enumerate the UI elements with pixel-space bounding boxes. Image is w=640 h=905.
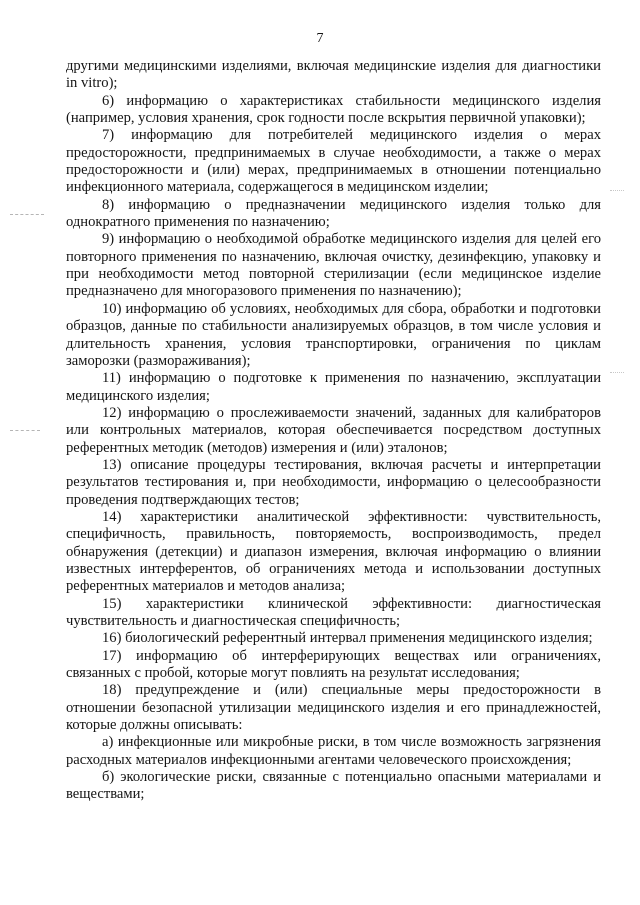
list-item-13: 13) описание процедуры тестирования, включая расчеты и интерпретации результатов тестирования и, при необходимости, информацию о целесообразности проведения подтверждающих тестов; xyxy=(66,456,601,508)
document-body xyxy=(66,58,601,804)
paragraph-continuation: другими медицинскими изделиями, включая медицинские изделия для диагностики in vitro); xyxy=(66,58,601,92)
list-item-6: 6) информацию о характеристиках стабильности медицинского изделия (например, условия хранения, срок годности после вскрытия первичной упаковки); xyxy=(66,92,601,127)
list-item-8: 8) информацию о предназначении медицинского изделия только для однократного применения по назначению; xyxy=(66,196,601,231)
list-item-14: 14) характеристики аналитической эффективности: чувствительность, специфичность, правильность, повторяемость, воспроизводимость, предел обнаружения (детекции) и диапазон измерения, включая информацию о влиянии известных интерферентов, об ограничениях метода и использовании доступных референтных материалов и методов анализа; xyxy=(66,508,601,595)
list-item-12: 12) информацию о прослеживаемости значений, заданных для калибраторов или контрольных материалов, которая обеспечивается посредством доступных референтных методик (методов) измерения и (или) эталонов; xyxy=(66,404,601,456)
list-item-16: 16) биологический референтный интервал применения медицинского изделия; xyxy=(102,630,593,647)
page-number: 7 xyxy=(316,31,324,46)
list-item-10: 10) информацию об условиях, необходимых для сбора, обработки и подготовки образцов, данные по стабильности анализируемых образцов, в том числе условия и длительность хранения, условия транспортировки, ограничения по циклам заморозки (размораживания); xyxy=(66,300,601,369)
margin-scan-mark xyxy=(10,430,40,431)
list-item-9: 9) информацию о необходимой обработке медицинского изделия для целей его повторного применения по назначению, включая очистку, дезинфекцию, упаковку и при необходимости метод повторной стерилизации (если медицинское изделие предназначено для многоразового применения по назначению); xyxy=(66,231,601,300)
sub-item-a: а) инфекционные или микробные риски, в том числе возможность загрязнения расходных материалов инфекционными агентами человеческого происхождения; xyxy=(66,734,601,768)
margin-scan-mark xyxy=(10,214,44,215)
list-item-18: 18) предупреждение и (или) специальные меры предосторожности в отношении безопасной утилизации медицинского изделия и его принадлежностей, которые должны описывать: xyxy=(66,682,601,734)
list-item-15: 15) характеристики клинической эффективности: диагностическая чувствительность и диагностическая специфичность; xyxy=(66,595,601,629)
sub-item-b: б) экологические риски, связанные с потенциально опасными материалами и веществами; xyxy=(66,769,601,803)
edge-scan-speck xyxy=(610,190,624,191)
list-item-7: 7) информацию для потребителей медицинского изделия о мерах предосторожности, предпринимаемых в случае необходимости, а также о мерах предосторожности и (или) мерах, предпринимаемых в отношении потенциально инфекционного материала, содержащегося в медицинском изделии; xyxy=(66,127,601,196)
list-item-17: 17) информацию об интерферирующих веществах или ограничениях, связанных с пробой, которые могут повлиять на результат исследования; xyxy=(66,647,601,682)
list-item-11: 11) информацию о подготовке к применения по назначению, эксплуатации медицинского изделия; xyxy=(66,370,601,404)
edge-scan-speck xyxy=(610,372,624,373)
